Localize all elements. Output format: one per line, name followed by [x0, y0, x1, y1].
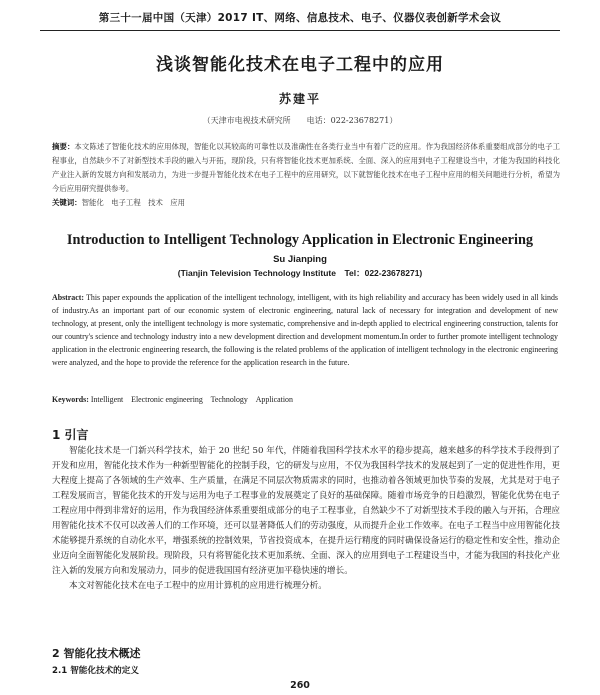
- english-abstract-label: Abstract:: [52, 293, 84, 302]
- page-number: 260: [290, 680, 310, 691]
- section-1-paragraph: 本文对智能化技术在电子工程中的应用计算机的应用进行梳理分析。: [69, 581, 327, 591]
- section-1-heading: 1 引言: [52, 428, 89, 442]
- chinese-affiliation: （天津市电视技术研究所 电话：022-23678271）: [202, 116, 398, 125]
- chinese-keywords-text: 智能化 电子工程 技术 应用: [81, 198, 186, 207]
- section-2-heading: 2 智能化技术概述: [52, 647, 141, 660]
- english-keywords-label: Keywords:: [52, 395, 89, 404]
- chinese-keywords: [52, 196, 560, 210]
- running-head: 第三十一届中国（天津）2017 IT、网络、信息技术、电子、仪器仪表创新学术会议: [98, 12, 502, 24]
- chinese-abstract-label: 摘要：: [52, 142, 75, 151]
- english-affiliation: (Tianjin Television Technology Institute Tel：022-23678271): [177, 268, 423, 278]
- chinese-abstract: [52, 140, 560, 196]
- chinese-title: 浅谈智能化技术在电子工程中的应用: [156, 55, 444, 75]
- section-1-paragraph: 智能化技术是一门新兴科学技术，始于 20 世纪 50 年代，伴随着我国科学技术水平的稳步提高，越来越多的科学技术手段得到了开发和应用，智能化技术作为一种新型智能化的控制手段，它的研发与应用，不仅为我国科学技术的发展起到了一定的促进性作用，更大程度上提高了各领域的生产效率、生产质量，在满足不同层次物质需求的同时，也推动着各领域更加快节奏的发展，尤其是对于电子工程发展而言，智能化技术的开发与运用为电子工程事业的发展奠定了良好的基础保障。随着市场竞争的日趋激烈，智能化优势在电子工程应用中得到非常好的运用，作为我国经济体系重要组成部分的电子工程事业，自然缺少不了对新型技术手段的融入与开拓，合理应用智能化技术不仅可以改善人们的工作环境，还可以显著降低人们的劳动强度，从而提升企业工作效率。在电子工程当中应用智能化技术能够提升系统的自动化水平，增强系统的控制效果，节省投资成本，在提升运行精度的同时确保设备运行的稳定性和安全性，推动企业迈向全面智能化发展阶段。现阶段，只有将智能化技术更加系统、全面、深入的应用到电子工程建设当中，才能为我国的科技化产业注入新的发展方向和发展动力，同步的促进我国国有经济更加平稳快速的增长。: [52, 446, 560, 576]
- english-author: Su Jianping: [273, 254, 327, 265]
- english-abstract-text: This paper expounds the application of the intelligent technology, intelligent, with its high reliability and accuracy has been widely used in all kinds of industry.As an important part of our economic system of electronic engineering, natural lack of necessary for integration and development of new technology, at present, only the intelligent technology is more systematic, comprehensive and in-depth applied to electrical engineering construction, talents for our country's science and technology industry into a new development direction and development momentum.In order to further promote intelligent technology application in the electronic engineering research, the following is the related problems of the application of intelligent technology in the electronic engineering were analyzed, and the hope to provide the reference for the application research in the future.: [52, 293, 558, 367]
- english-keywords-text: Intelligent Electronic engineering Technology Application: [90, 395, 293, 404]
- header-rule: [40, 30, 560, 31]
- english-keywords: [52, 394, 558, 405]
- chinese-keywords-label: 关键词：: [52, 198, 82, 207]
- chinese-abstract-text: 本文陈述了智能化技术的应用体现，智能化以其较高的可靠性以及准确性在各类行业当中有着广泛的应用。作为我国经济体系重要组成部分的电子工程事业，自然缺少不了对新型技术手段的融入与开拓，现阶段，只有将智能化技术更加系统、全面、深入的应用到电子工程建设当中，才能为我国的科技化产业注入新的发展方向和发展动力，为进一步提升智能化技术在电子工程中的应用研究，以下就智能化技术在电子工程中应用的相关问题进行分析，希望为今后应用研究提供参考。: [52, 142, 560, 193]
- section-2-1-heading: 2.1 智能化技术的定义: [52, 666, 139, 676]
- chinese-author: 苏建平: [278, 92, 321, 106]
- english-abstract: [52, 292, 558, 369]
- english-title: Introduction to Intelligent Technology Application in Electronic Engineering: [66, 232, 534, 248]
- section-1-body: [52, 444, 560, 594]
